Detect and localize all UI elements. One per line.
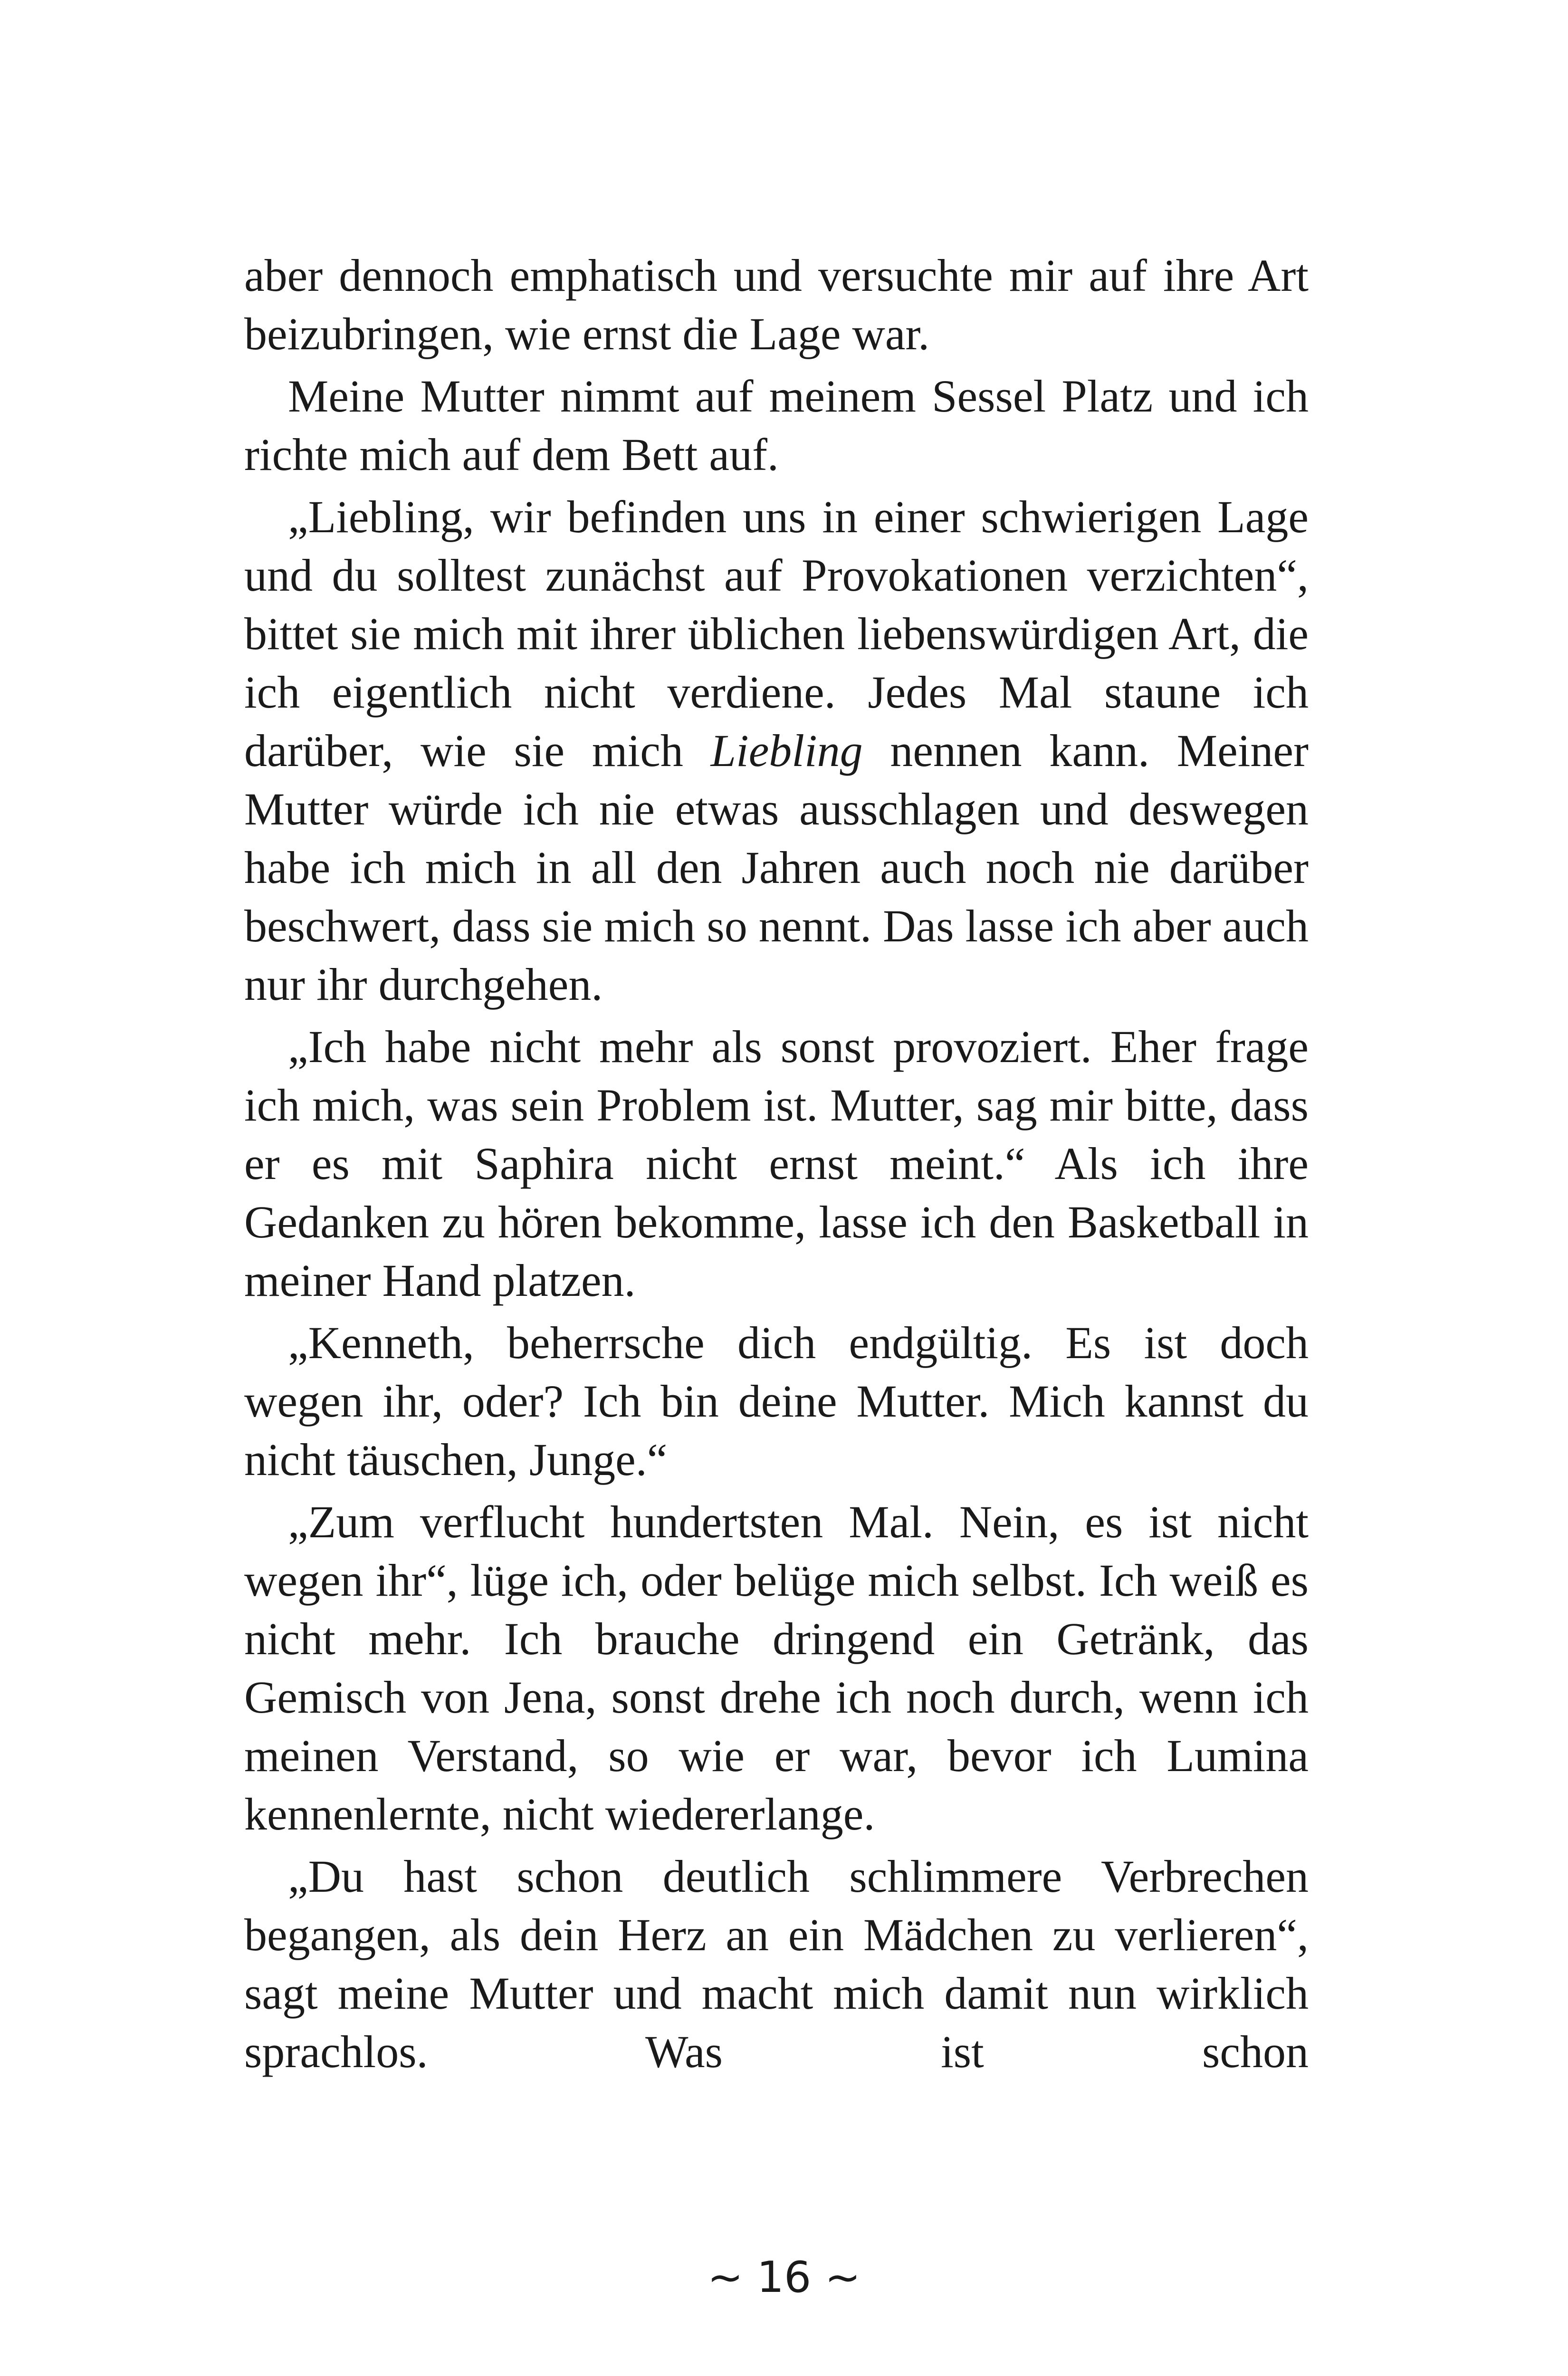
paragraph-text: Meine Mutter nimmt auf meinem Sessel Platz und ich richte mich auf dem Bett auf. xyxy=(244,371,1309,480)
paragraph-text: „Liebling, wir befinden uns in einer schwierigen Lage und du solltest zunächst auf Provokationen verzichten“, bittet sie mich mit ihrer üblichen liebenswürdigen Art, die ich eigentlich nicht verdiene. Jedes Mal staune ich darüber, wie sie mich xyxy=(244,491,1309,776)
paragraph xyxy=(244,488,1309,1014)
paragraph xyxy=(244,1313,1309,1489)
paragraph xyxy=(244,367,1309,484)
body-text xyxy=(244,246,1309,2085)
italic-word: Liebling xyxy=(710,725,863,776)
paragraph xyxy=(244,1017,1309,1310)
paragraph xyxy=(244,1493,1309,1843)
paragraph-text: aber dennoch emphatisch und versuchte mir auf ihre Art beizubringen, wie ernst die Lage war. xyxy=(244,250,1309,359)
paragraph xyxy=(244,1847,1309,2081)
paragraph-text: nennen kann. Meiner Mutter würde ich nie etwas ausschlagen und deswegen habe ich mich in all den Jahren auch noch nie darüber beschwert, dass sie mich so nennt. Das lasse ich aber auch nur ihr durchgehen. xyxy=(244,725,1309,1010)
paragraph xyxy=(244,246,1309,363)
paragraph-text: „Du hast schon deutlich schlimmere Verbrechen begangen, als dein Herz an ein Mädchen zu verlieren“, sagt meine Mutter und macht mich damit nun wirklich sprachlos. Was ist schon xyxy=(244,1851,1309,2077)
paragraph-text: „Kenneth, beherrsche dich endgültig. Es ist doch wegen ihr, oder? Ich bin deine Mutter. Mich kannst du nicht täuschen, Junge.“ xyxy=(244,1317,1309,1485)
paragraph-text: „Ich habe nicht mehr als sonst provoziert. Eher frage ich mich, was sein Problem ist. Mutter, sag mir bitte, dass er es mit Saphira nicht ernst meint.“ Als ich ihre Gedanken zu hören bekomme, lasse ich den Basketball in meiner Hand platzen. xyxy=(244,1021,1309,1306)
paragraph-text: „Zum verflucht hundertsten Mal. Nein, es ist nicht wegen ihr“, lüge ich, oder belüge mich selbst. Ich weiß es nicht mehr. Ich brauche dringend ein Getränk, das Gemisch von Jena, sonst drehe ich noch durch, wenn ich meinen Verstand, so wie er war, bevor ich Lumina kennenlernte, nicht wiedererlange. xyxy=(244,1496,1309,1839)
page-number: ~ 16 ~ xyxy=(707,2252,861,2302)
